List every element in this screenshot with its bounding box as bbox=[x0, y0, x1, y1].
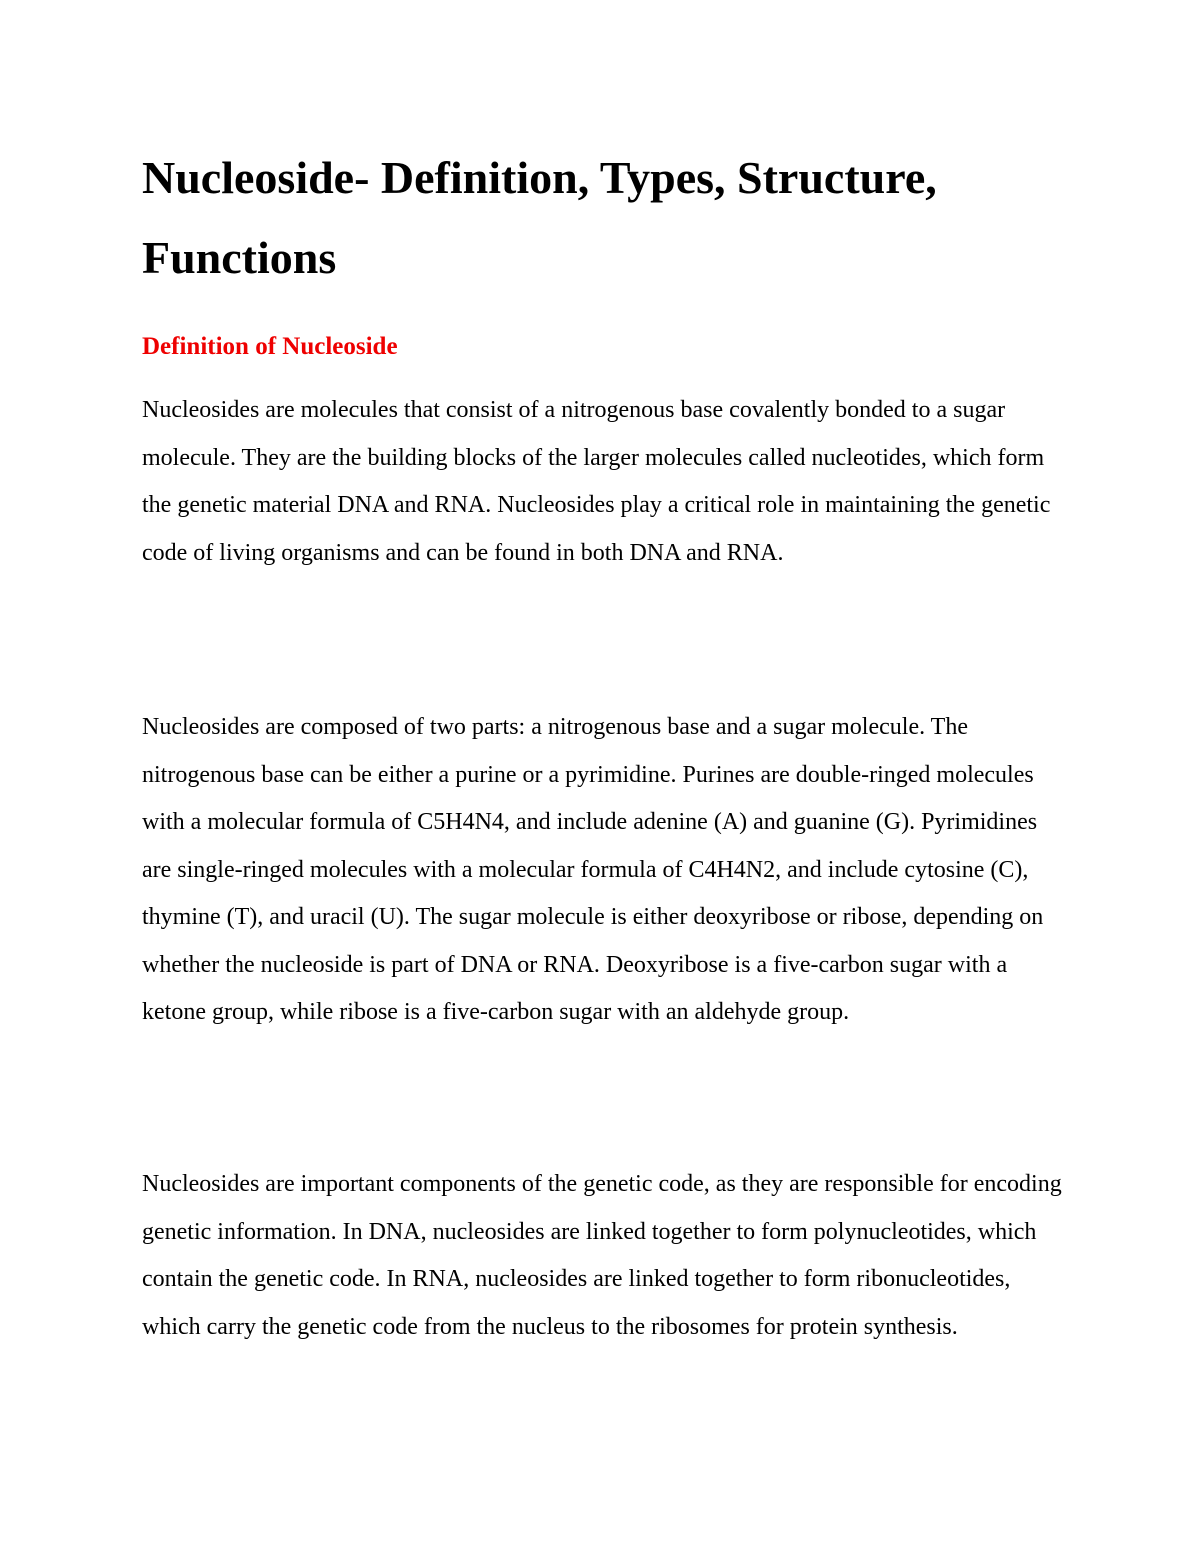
paragraph-3: Nucleosides are important components of the genetic code, as they are responsible for encoding genetic information. In DNA, nucleosides are linked together to form polynucleotides, which contain the genetic code. In RNA, nucleosides are linked together to form ribonucleotides, which carry the genetic code from the nucleus to the ribosomes for protein synthesis. bbox=[142, 1171, 1062, 1340]
section-heading: Definition of Nucleoside bbox=[142, 333, 398, 360]
paragraph-1: Nucleosides are molecules that consist of a nitrogenous base covalently bonded to a sugar molecule. They are the building blocks of the larger molecules called nucleotides, which form the genetic material DNA and RNA. Nucleosides play a critical role in maintaining the genetic code of living organisms and can be found in both DNA and RNA. bbox=[142, 397, 1051, 566]
paragraph-2: Nucleosides are composed of two parts: a nitrogenous base and a sugar molecule. The nitrogenous base can be either a purine or a pyrimidine. Purines are double-ringed molecules with a molecular formula of C5H4N4, and include adenine (A) and guanine (G). Pyrimidines are single-ringed molecules with a molecular formula of C4H4N2, and include cytosine (C), thymine (T), and uracil (U). The sugar molecule is either deoxyribose or ribose, depending on whether the nucleoside is part of DNA or RNA. Deoxyribose is a five-carbon sugar with a ketone group, while ribose is a five-carbon sugar with an aldehyde group. bbox=[142, 714, 1044, 1025]
document-title: Nucleoside- Definition, Types, Structure, Functions bbox=[142, 152, 937, 283]
